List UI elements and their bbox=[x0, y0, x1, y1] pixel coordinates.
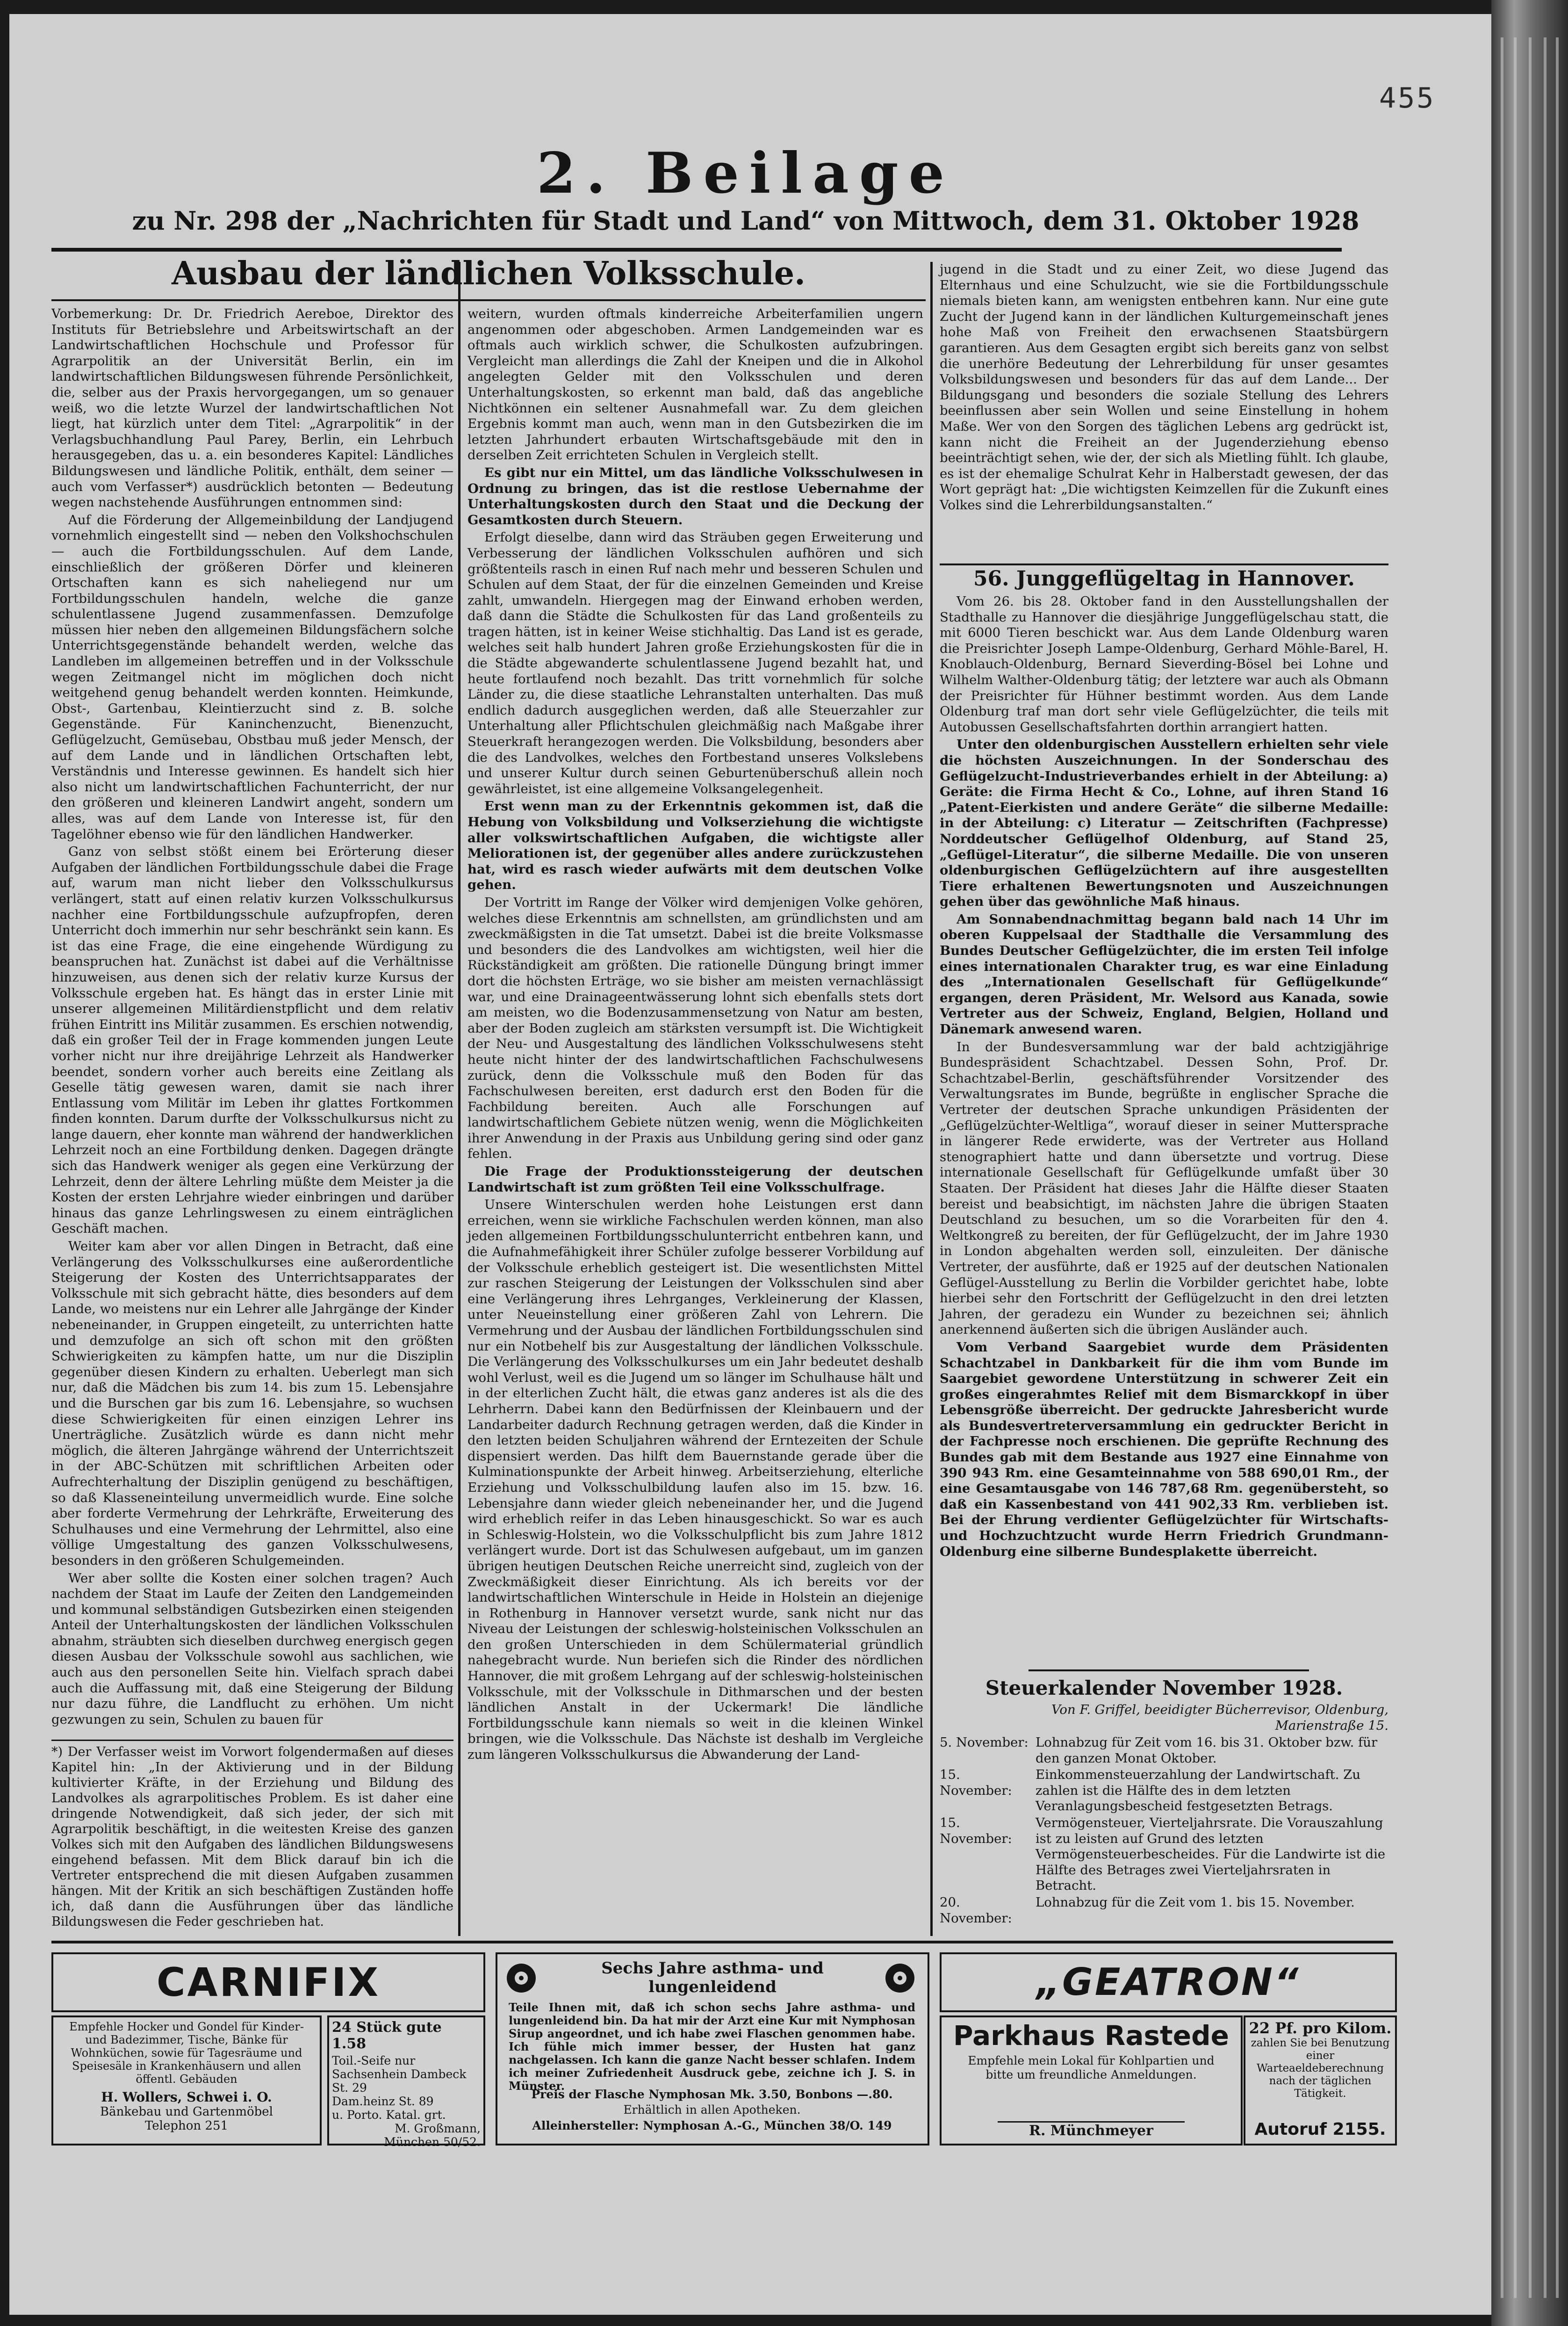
carnifix-brand: CARNIFIX bbox=[156, 1959, 381, 2005]
tax-date: 20. November: bbox=[940, 1894, 1012, 1926]
body-paragraph: Vom Verband Saargebiet wurde dem Präsidenten Schachtzabel in Dankbarkeit für die ihm vom Bunde im Saargebiet gewordene Unterstützung in schwerer Zeit ein großes eingerahmtes Relief mit dem Bismarckkopf in über Lebensgröße überreicht. Der gedruckte Jahresbericht wurde als Bundesvertreterversammlung ein gedruckter Bericht in der Fachpresse noch erschienen. Die geprüfte Rechnung des Bundes gab mit dem Bestande aus 1927 eine Einnahme von 390 943 Rm. eine Gesamteinnahme von 588 690,01 Rm., der eine Gesamtausgabe von 146 787,68 Rm. gegenübersteht, so daß ein Kassenbestand von 441 902,33 Rm. verblieben ist. Bei der Ehrung verdienter Geflügelzüchter für Wirtschafts- und Hochzuchtzucht wurde Herrn Friedrich Grundmann-Oldenburg eine silberne Bundesplakette überreicht. bbox=[940, 1339, 1388, 1559]
soap-ad-head: 24 Stück gute 1.58 bbox=[332, 2019, 442, 2052]
body-paragraph: Ganz von selbst stößt einem bei Erörterung dieser Aufgaben der ländlichen Fortbildungsschule dabei die Frage auf, warum man nicht lieber den Volksschulkursus verlängert, statt auf einen relativ kurzen Volksschulkursus nachher eine Fortbildungsschule aufzupfropfen, deren Unterricht doch immerhin nur sehr beschränkt sein kann. Es ist das eine Frage, die eine eingehende Würdigung zu beanspruchen hat. Zunächst ist dabei auf die Verhältnisse hinzuweisen, aus denen sich der relativ kurze Kursus der Volksschule ergeben hat. Es hängt das in erster Linie mit unserer allgemeinen Militärdienstpflicht und dem relativ frühen Eintritt ins Militär zusammen. Es erschien notwendig, daß ein großer Teil der in Frage kommenden jungen Leute vorher nicht nur ihre dreijährige Lehrzeit als Handwerker beendet, sondern vorher auch bereits eine Zeitlang als Geselle tätig gewesen waren, damit sie nach ihrer Entlassung vom Militär im Leben ihr glattes Fortkommen finden konnten. Darum durfte der Volksschulkursus nicht zu lange dauern, eher konnte man während der handwerklichen Lehrzeit noch an eine Fortbildung denken. Dagegen drängte sich das Handwerk weniger als gegen eine Verkürzung der Lehrzeit, denn der ältere Lehrling müßte dem Meister ja die Kosten der ersten Lehrjahre wieder einbringen und darüber hinaus das ganze Lehrlingswesen zu einem einträglichen Geschäft machen. bbox=[51, 844, 453, 1236]
book-spine bbox=[1491, 0, 1568, 2326]
article-column-1 bbox=[51, 306, 453, 1751]
body-paragraph: Unsere Winterschulen werden hohe Leistungen erst dann erreichen, wenn sie wirkliche Fachschulen werden können, man also jeden allgemeinen Fortbildungsschulunterricht entbehren kann, und die Aufnahmefähigkeit ihrer Schüler zufolge besserer Vorbildung auf der Volksschule erheblich gesteigert ist. Die wesentlichsten Mittel zur raschen Steigerung der Leistungen der Volksschulen sind aber eine Verlängerung ihres Lehrganges, Verkleinerung der Klassen, unter Neueinstellung einer größeren Zahl von Lehrern. Die Vermehrung und der Ausbau der ländlichen Fortbildungsschulen sind nur ein Notbehelf bis zur Ausgestaltung der ländlichen Volksschule. Die Verlängerung des Volksschulkurses um ein Jahr bedeutet deshalb wohl Verlust, weil es die Jugend um so länger im Schulhause hält und in der elterlichen Zucht hält, die etwas ganz anderes ist als die des Lehrherrn. Dabei kann den Bedürfnissen der Kleinbauern und der Landarbeiter dadurch Rechnung getragen werden, daß die Kinder in den letzten beiden Schuljahren während der Erntezeiten der Schule dispensiert werden. Das hilft dem Bauernstande gerade über die Kulminationspunkte der Arbeit hinweg. Arbeitserziehung, elterliche Erziehung und Volksschulbildung laufen also im 15. bzw. 16. Lebensjahre dann wieder gleich nebeneinander her, und die Jugend wird erheblich reifer in das Leben hinausgeschickt. So war es auch in Schleswig-Holstein, wo die Volksschulpflicht bis zum Jahre 1812 verlängert wurde. Dort ist das Schulwesen aufgebaut, um im ganzen übrigen heutigen Deutschen Reiche unerreicht sind, zugleich von der Zweckmäßigkeit dieser Einrichtung. Als ich bereits vor der landwirtschaftlichen Winterschule in Heide in Holstein an diejenige in Rothenburg in Hannover versetzt wurde, sank nicht nur das Niveau der Leistungen der schleswig-holsteinischen Volksschulen an den großen Unterschieden in dem Schülermaterial gründlich nahegebracht wurde. Nun beriefen sich die Rinder des nördlichen Hannover, die mit großem Lehrgang auf der schleswig-holsteinischen Volksschule, mit der Volksschule in Dithmarschen und der besten ländlichen Anstalt in der Uckermark! Die ländliche Fortbildungsschule kann niemals so weit in die kleinen Winkel bringen, wie die Volksschule. Das Nächste ist deshalb im Vergleiche zum längeren Volksschulkursus die Abwanderung der Land- bbox=[468, 1197, 923, 1763]
tax-entry bbox=[940, 1815, 1388, 1895]
tax-date: 5. November: bbox=[940, 1735, 1029, 1750]
body-paragraph: Weiter kam aber vor allen Dingen in Betracht, daß eine Verlängerung des Volksschulkurses eine außerordentliche Steigerung der Kosten des Unterrichtsapparates der Volksschule mit sich gebracht hätte, dies besonders auf dem Lande, wo meistens nur ein Lehrer alle Jahrgänge der Kinder nebeneinander, in Gruppen eingeteilt, zu unterrichten hatte und demzufolge an sich oft schon mit den größten Schwierigkeiten zu kämpfen hatte, um nur die Disziplin gegenüber diesen Kindern zu erhalten. Ueberlegt man sich nur, daß die Mädchen bis zum 14. bis zum 15. Lebensjahre und die Burschen gar bis zum 16. Lebensjahre, so wuchsen diese Schwierigkeiten für einen einzigen Lehrer ins Unerträgliche. Zusätzlich würde es dann nicht mehr möglich, die älteren Jahrgänge während der Unterrichtszeit in der ABC-Schützen mit schriftlichen Arbeiten oder Aufrechterhaltung der Disziplin genügend zu beschäftigen, so daß Klasseneinteilung unvermeidlich wurde. Eine solche aber forderte Vermehrung der Lehrkräfte, Erweiterung des Schulhauses und eine Vermehrung der Lehrmittel, also eine völlige Umgestaltung des ganzen Volksschulwesens, besonders in den größeren Schulgemeinden. bbox=[51, 1239, 453, 1568]
carnifix-ad bbox=[51, 1952, 485, 2012]
nymphosan-price: Preis der Flasche Nymphosan Mk. 3.50, Bonbons —.80. bbox=[531, 2088, 893, 2101]
furniture-ad bbox=[51, 2015, 322, 2145]
nymphosan-ad bbox=[496, 1952, 929, 2145]
tax-text: Einkommensteuerzahlung der Landwirtschaft. Zu zahlen ist die Hälfte des in dem letzten Veranlagungsbescheid festgesetzten Betrags. bbox=[1036, 1767, 1361, 1814]
tax-calendar-table bbox=[940, 1735, 1388, 1927]
footnote-rule bbox=[51, 1740, 453, 1741]
soap-ad-line: u. Porto. Katal. grt. bbox=[332, 2108, 446, 2122]
company-name: H. Wollers, Schwei i. O. bbox=[101, 2089, 272, 2105]
parkhaus-owner: R. Münchmeyer bbox=[998, 2121, 1185, 2139]
article-column-2 bbox=[468, 306, 923, 1936]
section-rule bbox=[1029, 1669, 1309, 1671]
body-paragraph: Wer aber sollte die Kosten einer solchen tragen? Auch nachdem der Staat im Laufe der Zeiten den Landgemeinden und kommunal selbständigen Gutsbezirken einen steigenden Anteil der Unterhaltungskosten der ländlichen Volksschulen abnahm, sträubten sich dieselben durchweg energisch gegen diesen Ausbau der Volksschule sowohl aus sachlichen, wie auch aus den personellen Seite hin. Vielfach sprach dabei auch die Auffassung mit, daß eine Steigerung der Bildung nur dazu führe, die Landflucht zu erhöhen. Um nicht gezwungen zu sein, Schulen zu bauen für bbox=[51, 1570, 453, 1727]
soap-ad-line: M. Großmann, bbox=[395, 2122, 481, 2135]
tax-entry bbox=[940, 1895, 1388, 1927]
soap-ad-line: Sachsenhein Dambeck St. 29 bbox=[332, 2067, 467, 2095]
parkhaus-name: Parkhaus Rastede bbox=[953, 2020, 1229, 2052]
column-divider bbox=[458, 262, 460, 1936]
parkhaus-text: Empfehle mein Lokal für Kohlpartien und bitte um freundliche Anmeldungen. bbox=[968, 2054, 1215, 2081]
soap-ad bbox=[327, 2015, 485, 2149]
article-title: Ausbau der ländlichen Volksschule. bbox=[172, 255, 806, 292]
body-paragraph: Es gibt nur ein Mittel, um das ländliche Volksschulwesen in Ordnung zu bringen, das ist die restlose Uebernahme der Unterhaltungskosten durch den Staat und die Deckung der Gesamtkosten durch Steuern. bbox=[468, 465, 923, 527]
title-rule bbox=[51, 299, 926, 301]
preface-paragraph: Vorbemerkung: Dr. Dr. Friedrich Aereboe, Direktor des Instituts für Betriebslehre und Arbeitswirtschaft an der Landwirtschaftlichen Hochschule und Professor für Agrarpolitik an der Universität Berlin, ein im landwirtschaftlichen Bildungswesen führende Persönlichkeit, die, selber aus der Praxis hervorgegangen, um so genauer weiß, wo die letzte Wurzel der landwirtschaftlichen Not liegt, hat kürzlich unter dem Titel: „Agrarpolitik“ in der Verlagsbuchhandlung Paul Parey, Berlin, ein Lehrbuch herausgegeben, das u. a. ein besonderes Kapitel: Ländliches Bildungswesen und ländliche Politik, enthält, dem seiner — auch vom Verfasser*) ausdrücklich betonten — Bedeutung wegen nachstehende Ausführungen entnommen sind: bbox=[51, 306, 453, 510]
tax-text: Vermögensteuer, Vierteljahrsrate. Die Vorauszahlung ist zu leisten auf Grund des letzten Vermögensteuerbescheides. Für die Landwirte ist die Hälfte des Betrages zwei Vierteljahrsraten in Betracht. bbox=[1036, 1815, 1386, 1893]
soap-ad-line: Dam.heinz St. 89 bbox=[332, 2095, 434, 2108]
page-number: 455 bbox=[1379, 82, 1436, 115]
tax-calendar-author: Von F. Griffel, beeidigter Bücherrevisor, Oldenburg, Marienstraße 15. bbox=[1051, 1702, 1388, 1733]
parkhaus-ad bbox=[940, 2015, 1243, 2145]
soap-ad-line: München 50/52. bbox=[384, 2135, 481, 2149]
company-subline: Bänkebau und Gartenmöbel bbox=[100, 2105, 273, 2119]
body-paragraph: Am Sonnabendnachmittag begann bald nach 14 Uhr im oberen Kuppelsaal der Stadthalle die Versammlung des Bundes Deutscher Geflügelzüchter, die im ersten Teil infolge eines internationalen Charakter trug, es war eine Einladung des „Internationalen Gesellschaft für Geflügelkunde“ ergangen, deren Präsident, Mr. Welsord aus Kanada, sowie Vertreter aus der Schweiz, England, Belgien, Holland und Dänemark anwesend waren. bbox=[940, 911, 1388, 1037]
soap-ad-line: Toil.-Seife nur bbox=[332, 2054, 416, 2067]
article-column-3 bbox=[940, 594, 1388, 1665]
furniture-ad-text: Empfehle Hocker und Gondel für Kinder- und Badezimmer, Tische, Bänke für Wohnküchen, sowie für Tagesräume und Speisesäle in Krankenhäusern und allen öffentl. Gebäuden bbox=[69, 2020, 304, 2086]
header-rule bbox=[51, 248, 1342, 252]
nymphosan-availability: Erhältlich in allen Apotheken. bbox=[623, 2103, 801, 2117]
left-circle-ornament bbox=[507, 1964, 536, 1993]
body-paragraph: Der Vortritt im Range der Völker wird demjenigen Volke gehören, welches diese Erkenntnis am schnellsten, am gründlichsten und am zweckmäßigsten in die Tat umsetzt. Dabei ist die breite Volksmasse und besonders die des Landvolkes am wichtigsten, weil hier die Rückständigkeit am größten. Die rationelle Düngung bringt immer dort die höchsten Erträge, wo sie bisher am meisten vernachlässigt war, und eine Drainageentwässerung lohnt sich ebenfalls stets dort am meisten, wo die Bodenzusammensetzung von Natur am besten, aber der Boden zugleich am stärksten versumpft ist. Die Wichtigkeit der Neu- und Ausgestaltung des ländlichen Volksschulwesens steht heute nicht hinter der des landwirtschaftlichen Fachschulwesens zurück, denn die Volksschule muß den Boden für das Fachschulwesen bereiten, erst dadurch erst den Boden für die Fachbildung bereiten. Auch alle Forschungen auf landwirtschaftlichem Gebiete nützen wenig, wenn die Möglichkeiten ihrer Anwendung in der Praxis aus Unbildung gering sind oder ganz fehlen. bbox=[468, 895, 923, 1162]
body-paragraph: Vom 26. bis 28. Oktober fand in den Ausstellungshallen der Stadthalle zu Hannover die diesjährige Junggeflügelschau statt, die mit 6000 Tieren beschickt war. Aus dem Lande Oldenburg waren die Preisrichter Joseph Lampe-Oldenburg, Gerhard Möhle-Barel, H. Knoblauch-Oldenburg, Bernard Sieverding-Bösel bei Lohne und Wilhelm Walther-Oldenburg tätig; der letztere war auch als Obmann der Preisrichter für Hühner bestimmt worden. Aus dem Lande Oldenburg traf man dort sehr viele Geflügelzüchter, die teils mit Autobussen Gesellschaftsfahrten dorthin arrangiert hatten. bbox=[940, 594, 1388, 735]
geatron-ad bbox=[940, 1952, 1397, 2012]
taxi-text: zahlen Sie bei Benutzung einer Warteaeldeberechnung nach der täglichen Tätigkeit. bbox=[1251, 2037, 1390, 2100]
tax-date: 15. November: bbox=[940, 1767, 1012, 1798]
nymphosan-maker: Alleinhersteller: Nymphosan A.-G., München 38/O. 149 bbox=[532, 2119, 892, 2132]
tax-text: Lohnabzug für die Zeit vom 1. bis 15. November. bbox=[1036, 1894, 1355, 1910]
taxi-ad bbox=[1244, 2015, 1397, 2145]
tax-text: Lohnabzug für Zeit vom 16. bis 31. Oktober bzw. für den ganzen Monat Oktober. bbox=[1036, 1735, 1378, 1766]
issue-line: zu Nr. 298 der „Nachrichten für Stadt und Land“ von Mittwoch, dem 31. Oktober 1928 bbox=[132, 206, 1359, 236]
taxi-autoruf: Autoruf 2155. bbox=[1254, 2120, 1386, 2139]
article-title-junggefluegeltag: 56. Junggeflügeltag in Hannover. bbox=[973, 567, 1355, 591]
tax-entry bbox=[940, 1767, 1388, 1815]
body-paragraph: weitern, wurden oftmals kinderreiche Arbeiterfamilien ungern angenommen oder abgeschoben. Armen Landgemeinden war es oftmals auch wirklich schwer, die Schulkosten aufzubringen. Vergleicht man allerdings die Zahl der Kneipen und die in Alkohol angelegten Gelder mit den Volksschulen und deren Unterhaltungskosten, so erkennt man bald, daß das angebliche Nichtkönnen ein seltener Ausnahmefall war. Zu dem gleichen Ergebnis kommt man auch, wenn man in den Gutsbezirken die im letzten Jahrhundert erbauten Wirtschaftsgebäude mit den in derselben Zeit errichteten Schulen in Vergleich stellt. bbox=[468, 306, 923, 463]
tax-entry bbox=[940, 1735, 1388, 1767]
nymphosan-body: Teile Ihnen mit, daß ich schon sechs Jahre asthma- und lungenleidend bin. Da hat mir der Arzt eine Kur mit Nymphosan Sirup angeordnet, und ich habe zwei Flaschen genommen habe. Ich fühle mich immer besser, der Husten hat ganz nachgelassen. Ich kann die ganze Nacht besser schlafen. Indem ich meiner Zufriedenheit Ausdruck gebe, zeichne ich J. S. in Münster. bbox=[509, 2001, 915, 2093]
supplement-title: 2. Beilage bbox=[536, 140, 955, 206]
body-paragraph: Auf die Förderung der Allgemeinbildung der Landjugend vornehmlich eingestellt sind — neben den Volkshochschulen — auch die Fortbildungsschulen. Auf dem Lande, einschließlich der größeren Dörfer und kleineren Ortschaften kann es sich naheliegend nur um Fortbildungsschulen handeln, welche die ganze schulentlassene Jugend zusammenfassen. Demzufolge müssen hier neben den allgemeinen Bildungsfächern solche Unterrichtsgegenstände behandelt werden, welche das Landleben im allgemeinen betreffen und in der Volksschule wegen Zeitmangel nicht im möglichen doch nicht weitgehend genug behandelt werden konnten. Heimkunde, Obst-, Gartenbau, Kleintierzucht sind z. B. solche Gegenstände. Für Kaninchenzucht, Bienenzucht, Geflügelzucht, Gemüsebau, Obstbau muß jeder Mensch, der auf dem Lande und in ländlichen Ortschaften lebt, Verständnis und Interesse gewinnen. Es handelt sich hier also nicht um landwirtschaftlichen Fachunterricht, der nur den größeren und kleineren Landwirt angeht, sondern um alles, was auf dem Lande von Interesse ist, für den Tagelöhner ebenso wie für den ländlichen Handwerker. bbox=[51, 512, 453, 842]
tax-date: 15. November: bbox=[940, 1815, 1012, 1846]
company-phone: Telephon 251 bbox=[144, 2119, 229, 2133]
body-paragraph: Erfolgt dieselbe, dann wird das Sträuben gegen Erweiterung und Verbesserung der ländlichen Volksschulen aufhören und sich größtenteils rasch in einen Ruf nach mehr und besseren Schulen und Schulen auf dem Staat, der für die einzelnen Gemeinden und Kreise zahlt, umwandeln. Hiergegen mag der Einwand erhoben werden, daß dann die Städte die Schulkosten für das Land großenteils zu tragen hätten, ist in keiner Weise stichhaltig. Das Land ist es gerade, welches seit halb hundert Jahren große Erziehungskosten für die in die Städte abgewanderte schulentlassene Jugend bezahlt hat, und heute fortlaufend noch bezahlt. Das tritt vornehmlich für solche Länder zu, die diese staatliche Lehranstalten unterhalten. Das muß endlich dadurch ausgeglichen werden, daß alle Steuerzahler zur Unterhaltung aller Pflichtschulen gleichmäßig nach Maßgabe ihrer Steuerkraft herangezogen werden. Die Volksbildung, besonders aber die des Landvolkes, welches den Fortbestand unseres Volkslebens und unserer Kultur durch seinen Geburtenüberschuß allein noch gewährleistet, ist eine allgemeine Volksangelegenheit. bbox=[468, 530, 923, 796]
tax-calendar-title: Steuerkalender November 1928. bbox=[985, 1676, 1343, 1699]
ads-rule bbox=[51, 1941, 1393, 1943]
body-paragraph: Unter den oldenburgischen Ausstellern erhielten sehr viele die höchsten Auszeichnungen. In der Sonderschau des Geflügelzucht-Industrieverbandes erhielt in der Abteilung: a) Geräte: die Firma Hecht & Co., Lohne, auf ihren Stand 16 „Patent-Eierkisten und andere Geräte“ die silberne Medaille: in der Abteilung: c) Literatur — Zeitschriften (Fachpresse) Norddeutscher Geflügelhof Oldenburg, auf Stand 25, „Geflügel-Literatur“, die silberne Medaille. Die von unseren oldenburgischen Geflügelzüchtern auf ihre ausgestellten Tiere erhaltenen Bewertungsnoten und Auszeichnungen gehen über das gewöhnliche Maß hinaus. bbox=[940, 737, 1388, 910]
column-divider bbox=[930, 262, 933, 1936]
body-paragraph: Die Frage der Produktionssteigerung der deutschen Landwirtschaft ist zum größten Teil eine Volksschulfrage. bbox=[468, 1164, 923, 1195]
body-paragraph: Erst wenn man zu der Erkenntnis gekommen ist, daß die Hebung von Volksbildung und Volkserziehung die wichtigste aller volkswirtschaftlichen Aufgaben, die wichtigste aller Meliorationen ist, der gegenüber alles andere zurückzustehen hat, wird es rasch wieder aufwärts mit dem deutschen Volke gehen. bbox=[468, 799, 923, 893]
geatron-brand: „GEATRON“ bbox=[1036, 1960, 1301, 2004]
taxi-price: 22 Pf. pro Kilom. bbox=[1249, 2019, 1392, 2037]
section-rule bbox=[940, 563, 1388, 565]
body-paragraph: In der Bundesversammlung war der bald achtzigjährige Bundespräsident Schachtzabel. Dessen Sohn, Prof. Dr. Schachtzabel-Berlin, geschäftsführender Vorsitzender des Verwaltungsrates im Bunde, begrüßte in englischer Sprache die Vertreter der deutschen Sprache unkundigen Präsidenten der „Geflügelzüchter-Weltliga“, worauf dieser in seiner Muttersprache in längerer Rede erwiderte, was der Vertreter aus Holland stenographiert hatte und dann übersetzte und vortrug. Diese internationale Gesellschaft für Geflügelkunde umfaßt über 30 Staaten. Der Präsident hat dieses Jahr die Hälfte dieser Staaten bereist und beabsichtigt, im nächsten Jahre die übrigen Staaten Deutschland zu besuchen, um so die Vorarbeiten für den 4. Weltkongreß zu bereiten, der für Geflügelzucht, der im Jahre 1930 in London abgehalten werden soll, einzuleiten. Der dänische Vertreter, der ausführte, daß er 1925 auf der deutschen Nationalen Geflügel-Ausstellung zu Berlin die Vorbilder gerichtet habe, lobte hierbei sehr den Fortschritt der Geflügelzucht in den drei letzten Jahren, der geradezu ein Wunder zu bezeichnen sei; ähnlich anerkennend äußerten sich die übrigen Ausländer auch. bbox=[940, 1039, 1388, 1337]
nymphosan-headline: Sechs Jahre asthma- und lungenleidend bbox=[601, 1959, 824, 1996]
article-column-3-top: jugend in die Stadt und zu einer Zeit, wo diese Jugend das Elternhaus und eine Schulzucht, wie sie die Fortbildungsschule niemals bieten kann, am wenigsten entbehren kann. Nur eine gute Zucht der Jugend kann in der ländlichen Kulturgemeinschaft jenes hohe Maß von Freiheit den erwachsenen Staatsbürgern garantieren. Aus dem Gesagten ergibt sich bereits ganz von selbst die unerhöre Bedeutung der Lehrerbildung für unser gesamtes Volksbildungswesen und besonders für das auf dem Lande... Der Bildungsgang und besonders die soziale Stellung des Lehrers beeinflussen aber sein Wollen und seine Einstellung in hohem Maße. Wer von den Sorgen des täglichen Lebens arg gedrückt ist, kann nicht die Freiheit an der Jugenderziehung ebenso beeinträchtigt sehen, wie der, der sich als Mietling fühlt. Ich glaube, es ist der ehemalige Schulrat Kehr in Halberstadt gewesen, der das Wort geprägt hat: „Die wichtigsten Keimzellen für die Zukunft eines Volkes sind die Lehrerbildungsanstalten.“ bbox=[940, 262, 1388, 513]
right-circle-ornament bbox=[885, 1964, 914, 1993]
footnote: *) Der Verfasser weist im Vorwort folgendermaßen auf dieses Kapitel hin: „In der Aktivierung und in der Bildung kultivierter Kräfte, in der Erziehung und Bildung des Landvolkes als agrarpolitisches Problem. Es ist daher eine dringende Notwendigkeit, daß sich jeder, der sich mit Agrarpolitik beschäftigt, in die weitesten Kreise des ganzen Volkes sich mit den Aufgaben des ländlichen Bildungswesens eingehend befassen. Mit dem Blick darauf bin ich die Vertreter entsprechend die mit diesen Aufgaben zusammen hängen. Mit der Kritik an sich beschäftigen Zuständen hoffe ich, daß dann die Ausführungen über das ländliche Bildungswesen die Feder geschrieben hat. bbox=[51, 1745, 453, 1929]
